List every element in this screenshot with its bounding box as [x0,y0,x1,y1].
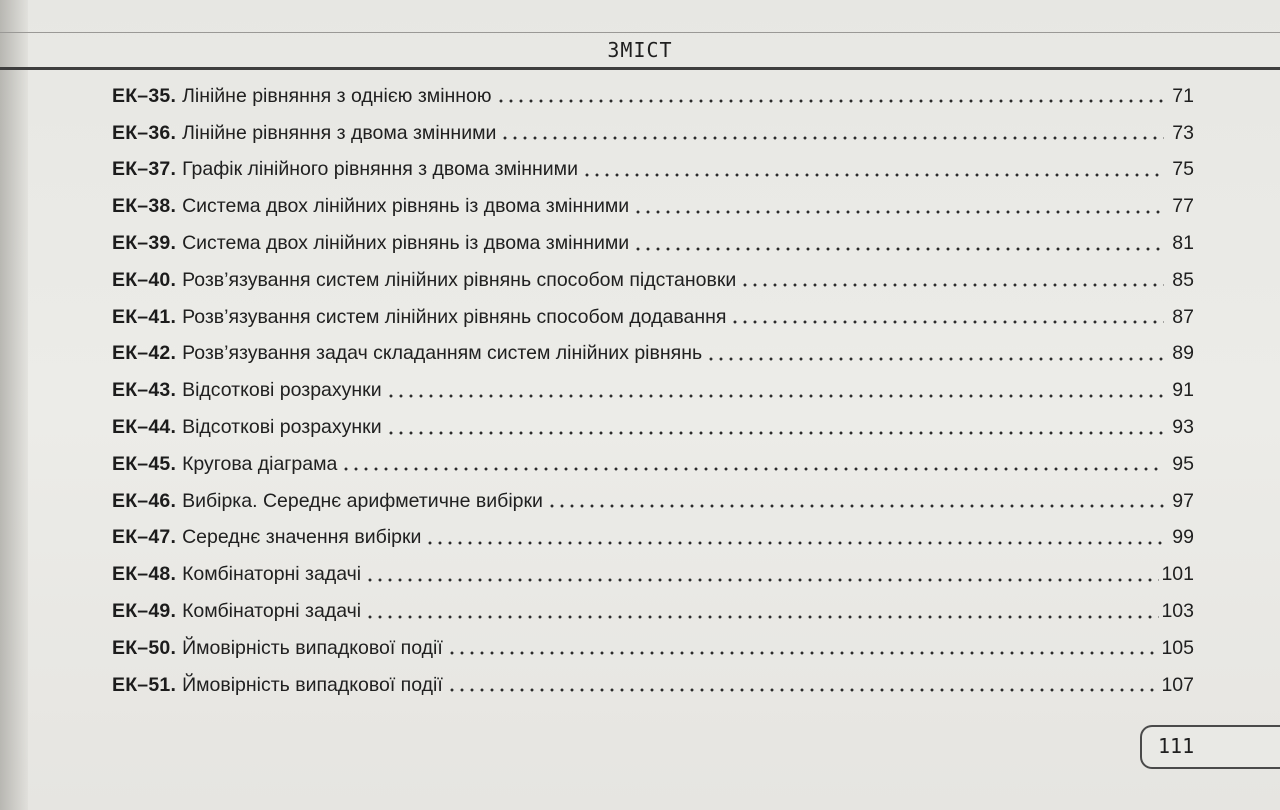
toc-entry-page: 89 [1172,342,1194,365]
toc-dot-leader [447,687,1160,693]
toc-entry-code: ЕК–44. [112,416,177,439]
toc-dot-leader [500,135,1164,141]
toc-entry[interactable] [112,372,1194,409]
toc-entry[interactable] [112,593,1194,630]
toc-entry-title: Графік лінійного рівняння з двома змінними [182,158,578,181]
toc-entry-code: ЕК–47. [112,526,177,549]
toc-entry-title: Комбінаторні задачі [182,600,362,623]
toc-entry-page: 95 [1172,452,1194,475]
toc-entry-page: 87 [1172,305,1194,328]
toc-entry-page: 91 [1172,379,1194,402]
header-top-rule [0,32,1280,33]
toc-entry-title: Розв’язування задач складанням систем лінійних рівнянь [182,342,703,365]
toc-entry-title: Лінійне рівняння з двома змінними [182,121,497,144]
toc-entry-page: 105 [1161,636,1194,659]
page-number-tab [1140,725,1280,769]
toc-entry-code: ЕК–46. [112,489,177,512]
toc-entry-code: ЕК–43. [112,379,177,402]
toc-entry-code: ЕК–38. [112,195,177,218]
toc-entry[interactable] [112,409,1194,446]
toc-entry[interactable] [112,667,1194,704]
toc-entry-title: Відсоткові розрахунки [182,416,382,439]
page-binding-shadow [0,0,28,810]
toc-entry-code: ЕК–51. [112,673,177,696]
toc-dot-leader [496,98,1164,104]
toc-entry-code: ЕК–36. [112,121,177,144]
toc-dot-leader [386,393,1164,399]
header-bottom-rule [0,67,1280,70]
toc-entry-page: 107 [1161,673,1194,696]
toc-entry-code: ЕК–35. [112,84,177,107]
toc-entry[interactable] [112,188,1194,225]
toc-entry-title: Ймовірність випадкової події [182,636,443,659]
toc-entry[interactable] [112,556,1194,593]
toc-entry[interactable] [112,446,1194,483]
toc-entry[interactable] [112,152,1194,189]
toc-dot-leader [582,172,1164,178]
toc-dot-leader [365,577,1159,583]
toc-entry-page: 75 [1172,158,1194,181]
toc-entry-title: Лінійне рівняння з однією змінною [182,84,492,107]
table-of-contents [112,78,1194,704]
toc-dot-leader [447,650,1160,656]
page-number: 111 [1158,734,1195,758]
toc-dot-leader [386,430,1164,436]
toc-entry-code: ЕК–39. [112,232,177,255]
toc-entry-page: 103 [1161,600,1194,623]
toc-dot-leader [706,356,1164,362]
toc-entry[interactable] [112,336,1194,373]
toc-entry-title: Комбінаторні задачі [182,563,362,586]
toc-entry-code: ЕК–48. [112,563,177,586]
toc-entry-page: 81 [1172,232,1194,255]
toc-entry-page: 73 [1172,121,1194,144]
toc-entry[interactable] [112,299,1194,336]
toc-entry-code: ЕК–49. [112,600,177,623]
toc-entry-title: Вибірка. Середнє арифметичне вибірки [182,489,543,512]
toc-dot-leader [341,466,1164,472]
toc-dot-leader [633,209,1164,215]
toc-entry-page: 99 [1172,526,1194,549]
toc-entry-page: 97 [1172,489,1194,512]
toc-entry[interactable] [112,262,1194,299]
toc-entry-title: Ймовірність випадкової події [182,673,443,696]
toc-entry-page: 77 [1172,195,1194,218]
toc-entry-code: ЕК–40. [112,268,177,291]
toc-entry-page: 93 [1172,416,1194,439]
toc-dot-leader [740,282,1164,288]
toc-entry-title: Середнє значення вибірки [182,526,422,549]
page-title: ЗМІСТ [607,38,673,62]
toc-dot-leader [365,614,1159,620]
toc-entry-code: ЕК–42. [112,342,177,365]
toc-dot-leader [633,246,1164,252]
toc-entry[interactable] [112,115,1194,152]
toc-entry-page: 85 [1172,268,1194,291]
toc-entry-code: ЕК–50. [112,636,177,659]
toc-dot-leader [547,503,1164,509]
toc-entry[interactable] [112,483,1194,520]
toc-entry-code: ЕК–41. [112,305,177,328]
toc-entry[interactable] [112,630,1194,667]
toc-entry-title: Відсоткові розрахунки [182,379,382,402]
toc-entry-code: ЕК–37. [112,158,177,181]
toc-entry-title: Розв’язування систем лінійних рівнянь способом додавання [182,305,727,328]
toc-dot-leader [730,319,1164,325]
toc-entry-code: ЕК–45. [112,452,177,475]
toc-entry[interactable] [112,520,1194,557]
toc-entry-title: Кругова діаграма [182,452,338,475]
page-header [0,24,1280,70]
toc-entry-title: Система двох лінійних рівнянь із двома змінними [182,232,630,255]
toc-entry[interactable] [112,78,1194,115]
toc-entry-title: Розв’язування систем лінійних рівнянь способом підстановки [182,268,737,291]
toc-entry-page: 71 [1172,84,1194,107]
toc-entry[interactable] [112,225,1194,262]
toc-entry-title: Система двох лінійних рівнянь із двома змінними [182,195,630,218]
toc-entry-page: 101 [1161,563,1194,586]
toc-dot-leader [425,540,1164,546]
